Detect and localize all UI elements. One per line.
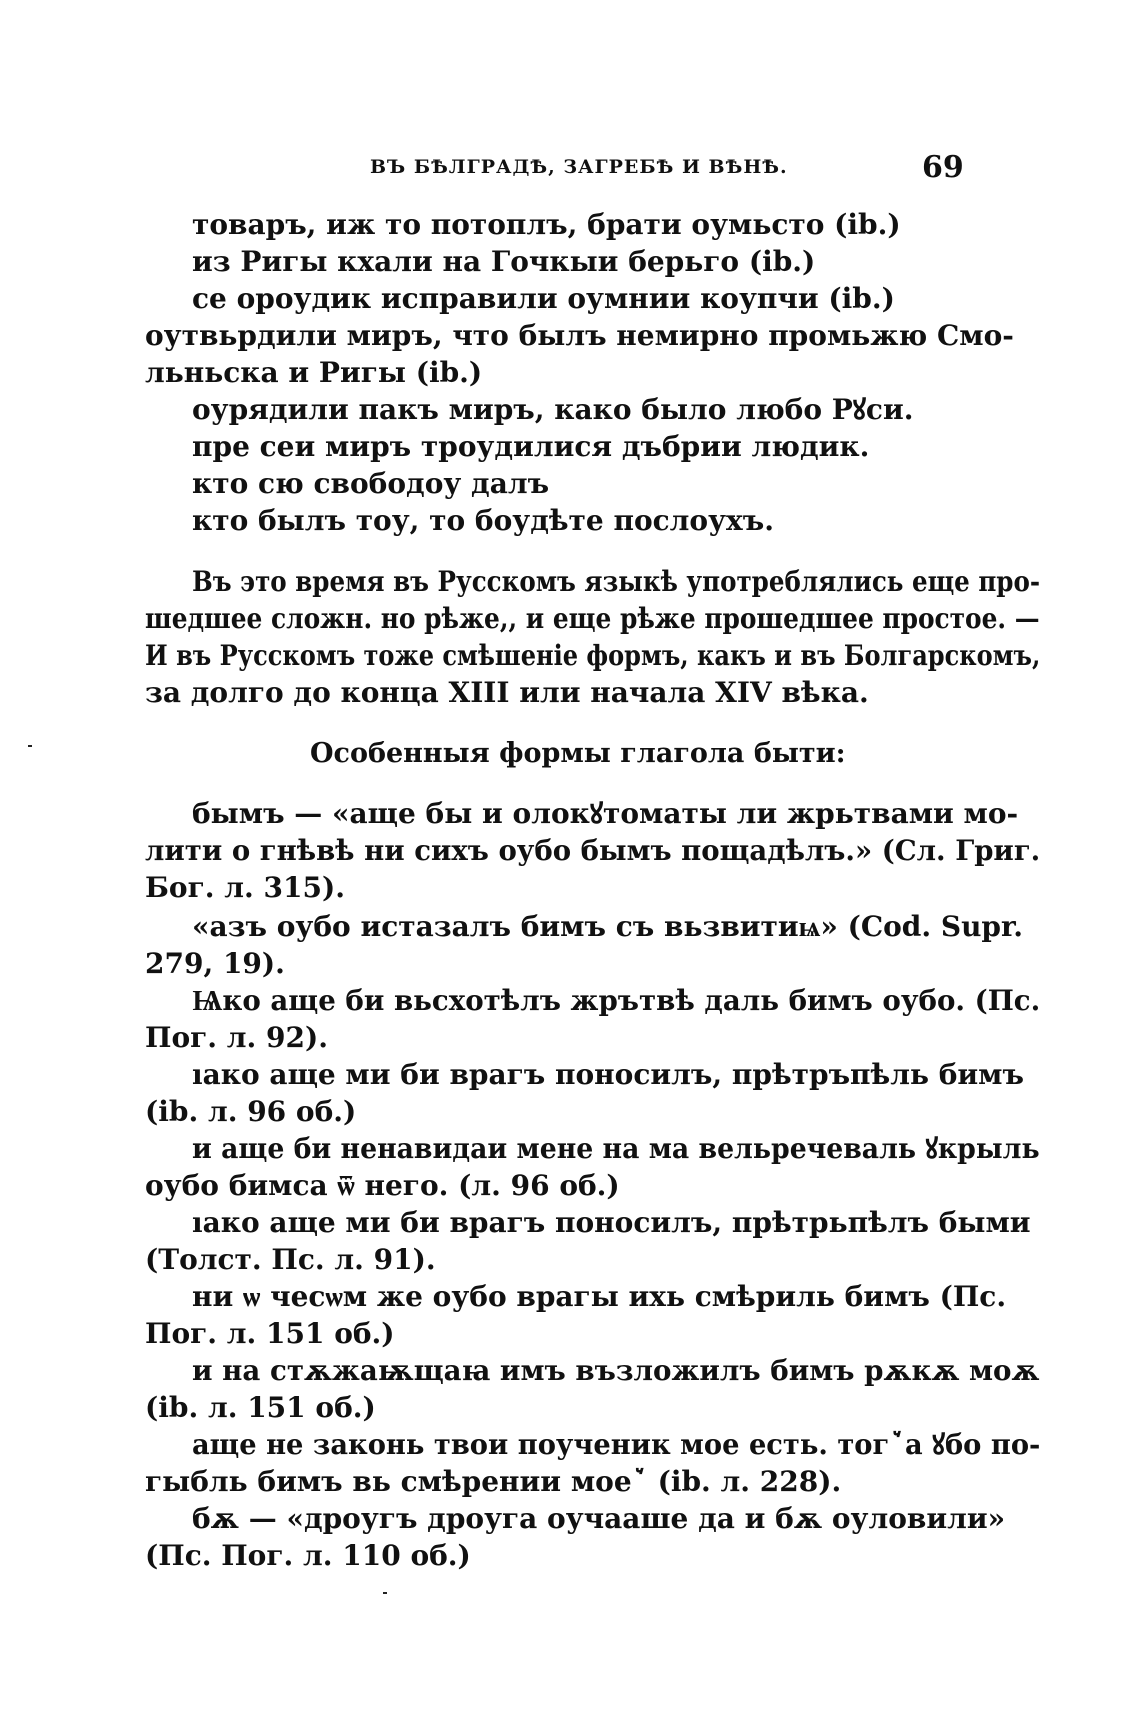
example-line: 279, 19). xyxy=(145,947,285,980)
print-speck xyxy=(28,745,32,747)
quote-line: се ороудик исправили оумнии коупчи (ib.) xyxy=(192,282,895,315)
example-line: аще не законь твои поученик мое есть. тогꙿа ꙋбо по- xyxy=(192,1428,1041,1461)
example-line: ıако аще ми би врагъ поносилъ, прѣтръпѣль бимъ xyxy=(192,1058,1024,1091)
example-line: Бог. л. 315). xyxy=(145,871,345,904)
example-line: бымъ — «аще бы и олокꙋтоматы ли жрьтвами мо- xyxy=(192,797,1019,830)
example-line: гыбль бимъ вь смѣрении моеꙿ (ib. л. 228). xyxy=(145,1465,842,1498)
quote-line: оурядили пакъ миръ, како было любо Рꙋси. xyxy=(192,393,914,426)
paragraph-line: за долго до конца XIII или начала XIV вѣка. xyxy=(145,676,869,709)
example-line: (ib. л. 96 об.) xyxy=(145,1095,357,1128)
example-line: (ib. л. 151 об.) xyxy=(145,1391,376,1424)
running-head: ВЪ БѢЛГРАДѢ, ЗАГРЕБѢ И ВѢНѢ. xyxy=(370,156,788,178)
quote-line: оутвьрдили миръ, что былъ немирно промьжю Смо- xyxy=(145,319,1014,352)
example-line: оубо бимса ѿ него. (л. 96 об.) xyxy=(145,1169,620,1202)
example-line: лити о гнѣвѣ ни сихъ оубо бымъ пощадѣлъ.» (Сл. Григ. xyxy=(145,834,1041,867)
quote-line: товаръ, иж то потоплъ, брати оумьсто (ib.) xyxy=(192,208,901,241)
example-line: бѫ — «дроугъ дроуга оучааше да и бѫ оуловили» xyxy=(192,1502,1006,1535)
section-subheading: Особенныя формы глагола быти: xyxy=(310,738,846,769)
example-line: ни ѡ чесѡм же оубо врагы ихь смѣриль бимъ (Пс. xyxy=(192,1280,1007,1313)
page-number: 69 xyxy=(922,150,964,185)
print-speck xyxy=(383,1592,387,1594)
quote-line: пре сеи миръ троудилися дъбрии людик. xyxy=(192,430,870,463)
example-line: Ѩко аще би вьсхотѣлъ жрътвѣ даль бимъ оубо. (Пс. xyxy=(192,984,1041,1017)
example-line: и на стѫжаѭщаꙗ имъ възложилъ бимъ рѫкѫ моѫ xyxy=(192,1354,1040,1387)
example-line: Пог. л. 151 об.) xyxy=(145,1317,395,1350)
quote-line: кто былъ тоу, то боудѣте послоухъ. xyxy=(192,504,774,537)
example-line: (Толст. Пс. л. 91). xyxy=(145,1243,436,1276)
paragraph-line: Въ это время въ Русскомъ языкѣ употреблялись еще про- xyxy=(192,565,1041,598)
example-line: Пог. л. 92). xyxy=(145,1021,328,1054)
paragraph-line: И въ Русскомъ тоже смѣшеніе формъ, какъ и въ Болгарскомъ, xyxy=(145,639,1041,672)
quote-line: кто сю свободоу далъ xyxy=(192,467,550,500)
quote-line: льньска и Ригы (ib.) xyxy=(145,356,483,389)
example-line: ıако аще ми би врагъ поносилъ, прѣтрьпѣлъ быми xyxy=(192,1206,1031,1239)
example-line: «азъ оубо истазалъ бимъ съ вьзвитиѩ» (Cod. Supr. xyxy=(192,910,1023,943)
example-line: и аще би ненавидаи мене на ма вельречеваль ꙋкрыль xyxy=(192,1132,1040,1165)
quote-line: из Ригы кхали на Гочкыи берьго (ib.) xyxy=(192,245,816,278)
example-line: (Пс. Пог. л. 110 об.) xyxy=(145,1539,471,1572)
paragraph-line: шедшее сложн. но рѣже,, и еще рѣже прошедшее простое. — xyxy=(145,602,1040,635)
